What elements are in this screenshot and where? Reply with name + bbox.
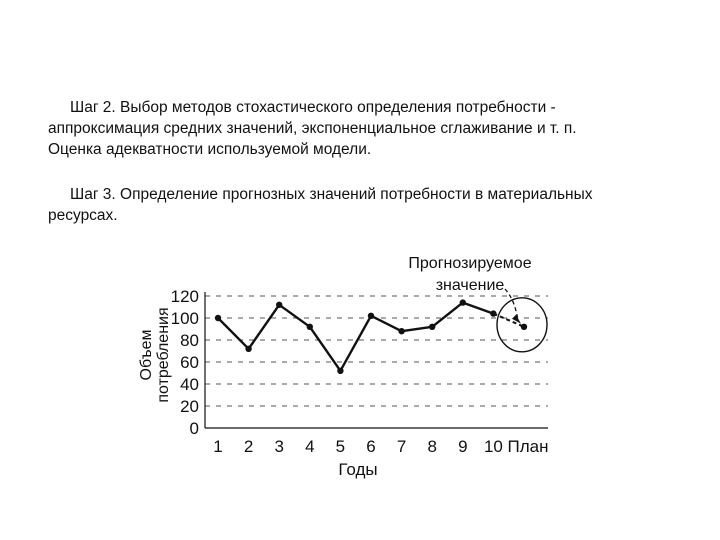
data-point bbox=[429, 324, 435, 330]
data-point bbox=[307, 324, 313, 330]
x-tick-label: 10 bbox=[483, 437, 503, 456]
y-axis-title-line: Объем bbox=[138, 329, 155, 381]
x-tick-label: 8 bbox=[427, 437, 437, 456]
x-tick-label: 3 bbox=[274, 437, 284, 456]
step2-line-2: аппроксимация средних значений, экспоненциальное сглаживание и т. п. bbox=[48, 120, 577, 137]
data-point bbox=[368, 313, 374, 319]
step2-line-1: Шаг 2. Выбор методов стохастического определения потребности - bbox=[70, 99, 556, 116]
data-point bbox=[337, 368, 343, 374]
data-point bbox=[398, 328, 404, 334]
step2-line-3: Оценка адекватности используемой модели. bbox=[48, 141, 372, 158]
y-tick-label: 80 bbox=[180, 331, 199, 350]
y-axis-title-line: потребления bbox=[155, 307, 172, 403]
y-tick-label: 40 bbox=[180, 375, 199, 394]
x-axis-title: Годы bbox=[338, 460, 378, 479]
data-point bbox=[460, 299, 466, 305]
x-tick-label: 9 bbox=[458, 437, 468, 456]
data-point bbox=[276, 302, 282, 308]
step3-line-1: Шаг 3. Определение прогнозных значений потребности в материальных bbox=[70, 186, 593, 203]
x-tick-label: 4 bbox=[305, 437, 315, 456]
y-tick-label: 0 bbox=[189, 419, 199, 438]
x-tick-label: 2 bbox=[243, 437, 254, 456]
series-line bbox=[218, 303, 493, 371]
x-tick-label: 7 bbox=[396, 437, 407, 456]
step3-line-2: ресурсах. bbox=[48, 207, 118, 224]
y-tick-label: 100 bbox=[170, 309, 199, 328]
forecast-point bbox=[521, 324, 527, 330]
forecast-annotation-line: Прогнозируемое bbox=[408, 255, 532, 272]
data-point bbox=[490, 310, 496, 316]
x-tick-label: План bbox=[507, 437, 549, 456]
data-point bbox=[245, 346, 251, 352]
x-tick-label: 5 bbox=[335, 437, 346, 456]
data-point bbox=[215, 315, 221, 321]
x-tick-label: 6 bbox=[366, 437, 376, 456]
y-tick-label: 120 bbox=[170, 287, 199, 306]
y-tick-label: 60 bbox=[180, 353, 199, 372]
x-tick-label: 1 bbox=[213, 437, 223, 456]
forecast-annotation-line: значение bbox=[435, 277, 505, 294]
y-tick-label: 20 bbox=[180, 397, 199, 416]
